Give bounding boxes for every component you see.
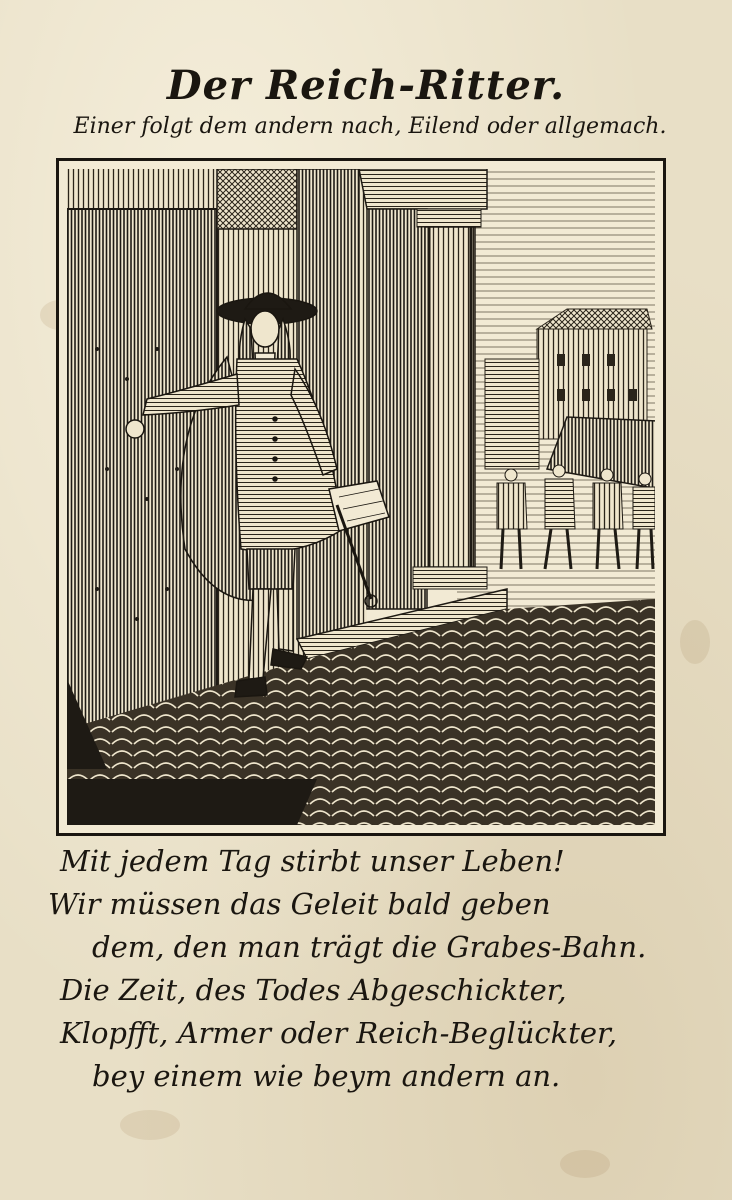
foxing-stain [680, 620, 710, 664]
verse-line: Die Zeit, des Todes Abgeschickter, [60, 973, 567, 1007]
portico-entablature [359, 169, 487, 209]
verse-line: dem, den man trägt die Grabes-Bahn. [92, 930, 647, 964]
verse-line: bey einem wie beym andern an. [92, 1059, 561, 1093]
foxing-stain [120, 1110, 180, 1140]
engraving-plate [56, 158, 666, 836]
verse-line: Klopfft, Armer oder Reich-Beglückter, [60, 1016, 617, 1050]
verse-line: Wir müssen das Geleit bald geben [48, 887, 551, 921]
page-subtitle: Einer folgt dem andern nach, Eilend oder allgemach. [73, 114, 667, 139]
verse-line: Mit jedem Tag stirbt unser Leben! [60, 844, 565, 878]
page-title: Der Reich-Ritter. [166, 62, 566, 109]
threshold-slab [67, 779, 317, 825]
window-grille [217, 169, 297, 229]
foxing-stain [560, 1150, 610, 1178]
engraving-illustration [67, 169, 655, 825]
